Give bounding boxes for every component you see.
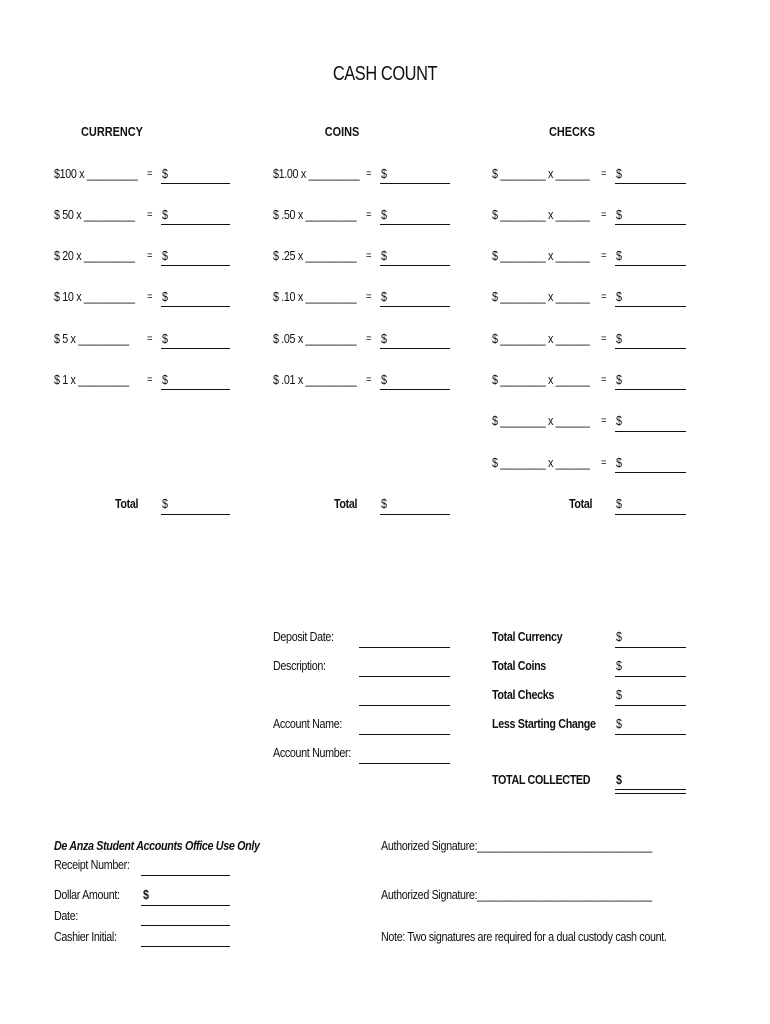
dollar-sign: $ bbox=[616, 373, 622, 387]
dollar-sign: $ bbox=[381, 290, 387, 304]
account-number-field[interactable] bbox=[359, 763, 450, 764]
equals-sign: = bbox=[601, 250, 607, 262]
check-amount-field[interactable] bbox=[615, 472, 686, 473]
check-row-label: $ ________ x ______ bbox=[492, 208, 590, 222]
coin-amount-field[interactable] bbox=[380, 348, 450, 349]
dollar-amount-field[interactable] bbox=[141, 905, 230, 906]
coin-row-label: $ .50 x _________ bbox=[273, 208, 357, 222]
dollar-sign: $ bbox=[616, 456, 622, 470]
deposit-date-field[interactable] bbox=[359, 647, 450, 648]
dollar-sign: $ bbox=[381, 167, 387, 181]
total-currency-label: Total Currency bbox=[492, 630, 563, 644]
coin-row-label: $ .25 x _________ bbox=[273, 249, 357, 263]
equals-sign: = bbox=[147, 250, 153, 262]
dollar-sign: $ bbox=[616, 688, 622, 702]
equals-sign: = bbox=[601, 333, 607, 345]
equals-sign: = bbox=[366, 250, 372, 262]
currency-header: CURRENCY bbox=[81, 124, 143, 139]
coin-amount-field[interactable] bbox=[380, 265, 450, 266]
dollar-sign: $ bbox=[162, 332, 168, 346]
date-label: Date: bbox=[54, 909, 78, 923]
account-name-field[interactable] bbox=[359, 734, 450, 735]
check-row-label: $ ________ x ______ bbox=[492, 456, 590, 470]
currency-row-label: $ 5 x _________ bbox=[54, 332, 129, 346]
total-checks-field[interactable] bbox=[615, 705, 686, 706]
currency-row-label: $100 x _________ bbox=[54, 167, 138, 181]
total-collected-label: TOTAL COLLECTED bbox=[492, 773, 591, 787]
equals-sign: = bbox=[366, 333, 372, 345]
dollar-sign: $ bbox=[381, 373, 387, 387]
receipt-number-field[interactable] bbox=[141, 875, 230, 876]
check-amount-field[interactable] bbox=[615, 389, 686, 390]
authorized-signature-2[interactable]: Authorized Signature:_______________________________ bbox=[381, 888, 652, 902]
dollar-sign: $ bbox=[381, 249, 387, 263]
dollar-sign: $ bbox=[616, 497, 622, 511]
check-amount-field[interactable] bbox=[615, 183, 686, 184]
dollar-sign: $ bbox=[143, 888, 149, 902]
equals-sign: = bbox=[147, 374, 153, 386]
currency-row-label: $ 10 x _________ bbox=[54, 290, 135, 304]
office-use-heading: De Anza Student Accounts Office Use Only bbox=[54, 839, 260, 853]
dollar-sign: $ bbox=[616, 249, 622, 263]
dollar-sign: $ bbox=[162, 290, 168, 304]
currency-total-field[interactable] bbox=[161, 514, 230, 515]
equals-sign: = bbox=[366, 209, 372, 221]
check-amount-field[interactable] bbox=[615, 348, 686, 349]
currency-amount-field[interactable] bbox=[161, 348, 230, 349]
dollar-sign: $ bbox=[616, 208, 622, 222]
less-starting-change-field[interactable] bbox=[615, 734, 686, 735]
dollar-sign: $ bbox=[616, 773, 622, 787]
dollar-sign: $ bbox=[162, 373, 168, 387]
currency-row-label: $ 50 x _________ bbox=[54, 208, 135, 222]
date-field[interactable] bbox=[141, 925, 230, 926]
dollar-sign: $ bbox=[616, 290, 622, 304]
equals-sign: = bbox=[147, 333, 153, 345]
equals-sign: = bbox=[366, 291, 372, 303]
account-name-label: Account Name: bbox=[273, 717, 343, 731]
authorized-signature-1[interactable]: Authorized Signature:_______________________________ bbox=[381, 839, 652, 853]
coin-row-label: $ .01 x _________ bbox=[273, 373, 357, 387]
equals-sign: = bbox=[601, 209, 607, 221]
cashier-initial-label: Cashier Initial: bbox=[54, 930, 117, 944]
equals-sign: = bbox=[601, 415, 607, 427]
dollar-sign: $ bbox=[381, 332, 387, 346]
equals-sign: = bbox=[147, 291, 153, 303]
currency-amount-field[interactable] bbox=[161, 224, 230, 225]
equals-sign: = bbox=[601, 291, 607, 303]
check-row-label: $ ________ x ______ bbox=[492, 373, 590, 387]
description-field-2[interactable] bbox=[359, 705, 450, 706]
dollar-sign: $ bbox=[616, 414, 622, 428]
currency-amount-field[interactable] bbox=[161, 265, 230, 266]
dollar-sign: $ bbox=[616, 717, 622, 731]
equals-sign: = bbox=[601, 374, 607, 386]
receipt-number-label: Receipt Number: bbox=[54, 858, 130, 872]
checks-total-field[interactable] bbox=[615, 514, 686, 515]
description-field[interactable] bbox=[359, 676, 450, 677]
equals-sign: = bbox=[147, 209, 153, 221]
coins-total-label: Total bbox=[334, 497, 358, 511]
total-coins-label: Total Coins bbox=[492, 659, 546, 673]
check-amount-field[interactable] bbox=[615, 431, 686, 432]
dollar-sign: $ bbox=[381, 208, 387, 222]
currency-row-label: $ 20 x _________ bbox=[54, 249, 135, 263]
check-amount-field[interactable] bbox=[615, 265, 686, 266]
dollar-sign: $ bbox=[162, 167, 168, 181]
coin-amount-field[interactable] bbox=[380, 389, 450, 390]
deposit-date-label: Deposit Date: bbox=[273, 630, 334, 644]
equals-sign: = bbox=[366, 168, 372, 180]
total-collected-field[interactable] bbox=[615, 789, 686, 794]
equals-sign: = bbox=[601, 168, 607, 180]
currency-amount-field[interactable] bbox=[161, 183, 230, 184]
dollar-sign: $ bbox=[616, 630, 622, 644]
dual-custody-note: Note: Two signatures are required for a dual custody cash count. bbox=[381, 930, 667, 944]
coin-amount-field[interactable] bbox=[380, 306, 450, 307]
dollar-sign: $ bbox=[381, 497, 387, 511]
check-row-label: $ ________ x ______ bbox=[492, 167, 590, 181]
equals-sign: = bbox=[147, 168, 153, 180]
coin-amount-field[interactable] bbox=[380, 183, 450, 184]
currency-row-label: $ 1 x _________ bbox=[54, 373, 129, 387]
currency-amount-field[interactable] bbox=[161, 389, 230, 390]
account-number-label: Account Number: bbox=[273, 746, 351, 760]
coin-row-label: $1.00 x _________ bbox=[273, 167, 360, 181]
equals-sign: = bbox=[601, 457, 607, 469]
checks-total-label: Total bbox=[569, 497, 593, 511]
dollar-sign: $ bbox=[162, 497, 168, 511]
total-currency-field[interactable] bbox=[615, 647, 686, 648]
dollar-sign: $ bbox=[616, 167, 622, 181]
coins-header: COINS bbox=[324, 124, 360, 139]
currency-total-label: Total bbox=[115, 497, 139, 511]
description-label: Description: bbox=[273, 659, 326, 673]
check-row-label: $ ________ x ______ bbox=[492, 249, 590, 263]
equals-sign: = bbox=[366, 374, 372, 386]
check-amount-field[interactable] bbox=[615, 224, 686, 225]
dollar-sign: $ bbox=[162, 249, 168, 263]
total-coins-field[interactable] bbox=[615, 676, 686, 677]
coin-row-label: $ .05 x _________ bbox=[273, 332, 357, 346]
check-row-label: $ ________ x ______ bbox=[492, 290, 590, 304]
check-row-label: $ ________ x ______ bbox=[492, 332, 590, 346]
coins-total-field[interactable] bbox=[380, 514, 450, 515]
checks-header: CHECKS bbox=[548, 124, 596, 139]
cashier-initial-field[interactable] bbox=[141, 946, 230, 947]
dollar-sign: $ bbox=[616, 332, 622, 346]
coin-row-label: $ .10 x _________ bbox=[273, 290, 357, 304]
total-checks-label: Total Checks bbox=[492, 688, 554, 702]
check-row-label: $ ________ x ______ bbox=[492, 414, 590, 428]
dollar-sign: $ bbox=[616, 659, 622, 673]
dollar-amount-label: Dollar Amount: bbox=[54, 888, 120, 902]
dollar-sign: $ bbox=[162, 208, 168, 222]
page-title: CASH COUNT bbox=[332, 63, 438, 85]
less-starting-change-label: Less Starting Change bbox=[492, 717, 596, 731]
check-amount-field[interactable] bbox=[615, 306, 686, 307]
currency-amount-field[interactable] bbox=[161, 306, 230, 307]
coin-amount-field[interactable] bbox=[380, 224, 450, 225]
